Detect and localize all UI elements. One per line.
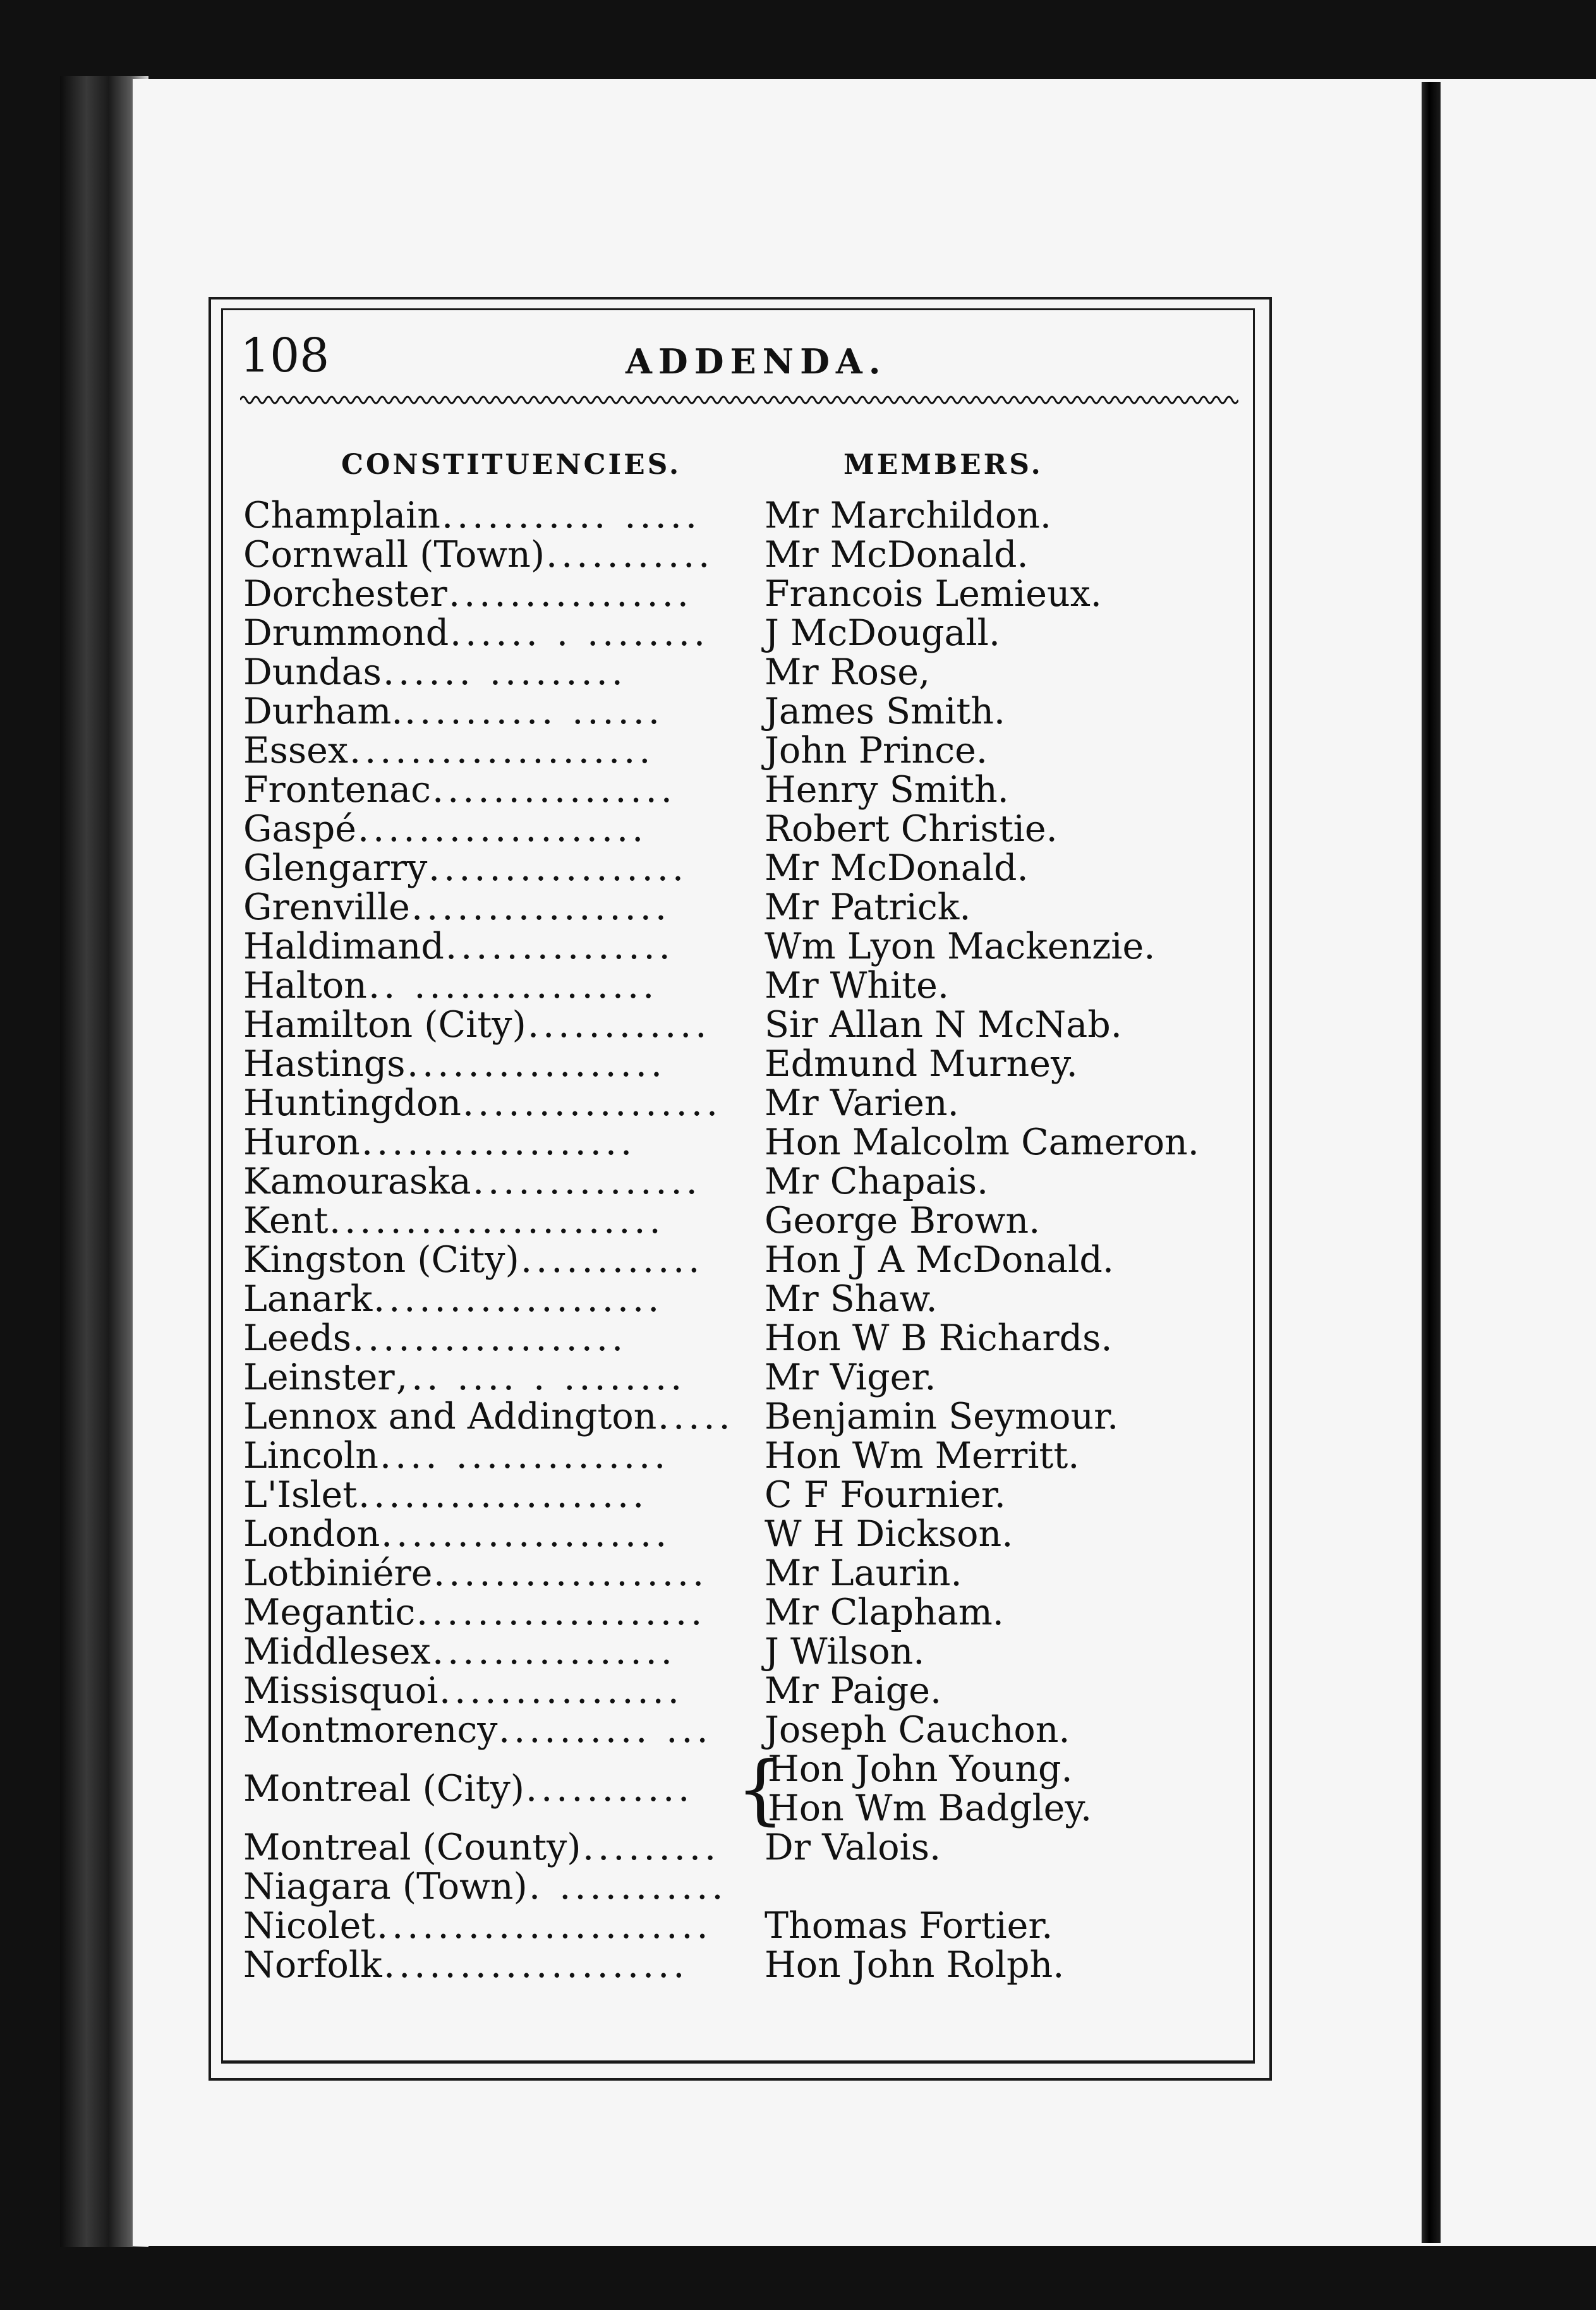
list-item xyxy=(243,927,1254,966)
leader-dots: ............... xyxy=(445,926,674,967)
leader-dots: ...... . ........ xyxy=(450,612,710,654)
member-name: Mr Laurin. xyxy=(765,1552,962,1594)
column-header-constituencies: CONSTITUENCIES. xyxy=(341,449,682,481)
leader-dots: .................. xyxy=(433,1552,708,1594)
leader-dots: ................. xyxy=(462,1082,722,1124)
constituency-name: Lennox and Addington xyxy=(243,1396,657,1437)
constituency-name: Kingston (City) xyxy=(243,1239,519,1281)
page-header xyxy=(240,329,1238,385)
member-name: Mr Varien. xyxy=(765,1082,959,1124)
constituency-name: London xyxy=(243,1513,380,1555)
list-item xyxy=(243,1201,1254,1240)
leader-dots: ................... xyxy=(358,808,648,850)
member-name: Robert Christie. xyxy=(765,808,1058,850)
member-name: Edmund Murney. xyxy=(765,1043,1078,1085)
constituency-name: Missisquoi xyxy=(243,1670,438,1712)
leader-dots: ................. xyxy=(428,847,688,889)
leader-dots: .................... xyxy=(349,730,655,771)
constituency-name: Kamouraska xyxy=(243,1161,471,1202)
leader-dots: ................ xyxy=(439,1670,683,1712)
list-item xyxy=(243,966,1254,1005)
constituency-name: Kent xyxy=(243,1200,329,1242)
list-item xyxy=(243,1867,1254,1906)
list-item xyxy=(243,1945,1254,1985)
list-item xyxy=(243,1436,1254,1475)
constituency-name: Dorchester xyxy=(243,573,447,615)
leader-dots: ................ xyxy=(432,1631,676,1672)
member-name: Mr Marchildon. xyxy=(765,495,1052,536)
list-item xyxy=(243,1044,1254,1084)
constituency-name: Glengarry xyxy=(243,847,428,889)
constituency-name: Huntingdon xyxy=(243,1082,461,1124)
constituency-name: Huron xyxy=(243,1122,360,1163)
list-item xyxy=(243,574,1254,614)
constituency-name: Nicolet xyxy=(243,1905,376,1947)
constituency-name: Essex xyxy=(243,730,348,771)
list-item xyxy=(243,535,1254,574)
member-name: Mr Shaw. xyxy=(765,1278,938,1320)
constituency-name: Montmorency xyxy=(243,1709,498,1751)
constituency-name: Halton xyxy=(243,965,367,1007)
leader-dots: ................... xyxy=(381,1513,671,1555)
curly-brace-icon: { xyxy=(736,1746,785,1834)
leader-dots: ...... ......... xyxy=(383,651,627,693)
list-item xyxy=(243,614,1254,653)
leader-dots: ............ xyxy=(521,1239,704,1281)
leader-dots: ..... xyxy=(658,1396,734,1437)
list-item xyxy=(243,1746,1254,1834)
member-name: Mr Rose, xyxy=(765,651,931,693)
constituency-name: Drummond xyxy=(243,612,449,654)
list-item xyxy=(243,1710,1254,1750)
leader-dots: .................. xyxy=(361,1122,636,1163)
list-item xyxy=(243,1240,1254,1279)
leader-dots: .......... ... xyxy=(499,1709,712,1751)
list-item xyxy=(243,653,1254,692)
list-item xyxy=(243,809,1254,849)
leader-dots: .................... xyxy=(384,1944,689,1986)
list-item xyxy=(243,1162,1254,1201)
member-name: Mr McDonald. xyxy=(765,847,1029,889)
constituency-name: L'Islet xyxy=(243,1474,358,1516)
list-item xyxy=(243,849,1254,888)
constituency-name: Middlesex xyxy=(243,1631,431,1672)
wavy-rule xyxy=(240,390,1238,409)
member-name: W H Dickson. xyxy=(765,1513,1013,1555)
leader-dots: ................ xyxy=(432,769,676,811)
list-item xyxy=(243,1279,1254,1319)
list-item xyxy=(243,1593,1254,1632)
list-item xyxy=(243,1358,1254,1397)
member-name: Hon W B Richards. xyxy=(765,1317,1113,1359)
column-header-members: MEMBERS. xyxy=(843,449,1043,481)
leader-dots: ......... xyxy=(583,1827,720,1868)
member-name: Mr Paige. xyxy=(765,1670,942,1712)
list-item xyxy=(243,1397,1254,1436)
leader-dots: ........... ..... xyxy=(442,495,701,536)
constituency-name: Cornwall (Town) xyxy=(243,534,545,576)
list-item xyxy=(243,1123,1254,1162)
member-name: John Prince. xyxy=(765,730,988,771)
leader-dots: ................. xyxy=(411,886,671,928)
member-name: Henry Smith. xyxy=(765,769,1009,811)
list-item xyxy=(243,888,1254,927)
list-item xyxy=(243,1515,1254,1554)
constituency-name: Grenville xyxy=(243,886,410,928)
constituency-name: Durham. xyxy=(243,691,403,732)
member-name: Hon Wm Merritt. xyxy=(765,1435,1080,1477)
leader-dots: ................... xyxy=(373,1278,663,1320)
constituency-name: Niagara (Town) xyxy=(243,1866,528,1908)
constituency-name: Champlain xyxy=(243,495,440,536)
member-name: Hon John Young. xyxy=(768,1748,1073,1790)
leader-dots: ................... xyxy=(416,1592,706,1633)
constituency-name: Gaspé xyxy=(243,808,356,850)
page-number: 108 xyxy=(240,329,330,383)
leader-dots: . ........... xyxy=(529,1866,727,1908)
leader-dots: .......... ...... xyxy=(404,691,664,732)
member-name: Joseph Cauchon. xyxy=(765,1709,1070,1751)
constituency-name: Montreal (County) xyxy=(243,1827,581,1868)
page-gutter xyxy=(1422,82,1441,2243)
list-item xyxy=(243,1005,1254,1044)
constituency-name: Montreal (City) xyxy=(243,1768,525,1810)
member-name: Mr White. xyxy=(765,965,950,1007)
member-name: Mr Patrick. xyxy=(765,886,971,928)
member-name: Francois Lemieux. xyxy=(765,573,1102,615)
member-name: Wm Lyon Mackenzie. xyxy=(765,926,1156,967)
member-name: Hon Malcolm Cameron. xyxy=(765,1122,1199,1163)
leader-dots: .................. xyxy=(353,1317,627,1359)
member-name: Dr Valois. xyxy=(765,1827,941,1868)
constituency-name: Hamilton (City) xyxy=(243,1004,526,1046)
constituency-name: Dundas xyxy=(243,651,382,693)
member-name: James Smith. xyxy=(765,691,1006,732)
member-name: Mr Clapham. xyxy=(765,1592,1004,1633)
leader-dots: ................ xyxy=(449,573,692,615)
constituency-name: Norfolk xyxy=(243,1944,382,1986)
list-item xyxy=(243,1554,1254,1593)
list-item xyxy=(243,1906,1254,1945)
constituency-name: Hastings xyxy=(243,1043,406,1085)
page-heading: ADDENDA. xyxy=(626,341,887,382)
list-item xyxy=(243,692,1254,731)
leader-dots: ,.. .... . ........ xyxy=(396,1357,686,1398)
constituency-name: Lincoln xyxy=(243,1435,378,1477)
leader-dots: ...................... xyxy=(377,1905,712,1947)
member-name: Sir Allan N McNab. xyxy=(765,1004,1122,1046)
list-item xyxy=(243,1828,1254,1867)
leader-dots: ...................... xyxy=(329,1200,665,1242)
list-item xyxy=(243,496,1254,535)
constituency-name: Frontenac xyxy=(243,769,432,811)
member-name: J Wilson. xyxy=(765,1631,925,1672)
leader-dots: ............... xyxy=(473,1161,701,1202)
leader-dots: .... .............. xyxy=(380,1435,670,1477)
list-item xyxy=(243,1084,1254,1123)
list-item xyxy=(243,731,1254,770)
list-item xyxy=(243,770,1254,809)
constituency-name: Megantic xyxy=(243,1592,416,1633)
constituency-list xyxy=(243,496,1254,1985)
member-name: J McDougall. xyxy=(765,612,1001,654)
list-item xyxy=(243,1475,1254,1515)
member-name: Mr McDonald. xyxy=(765,534,1029,576)
leader-dots: ................... xyxy=(358,1474,648,1516)
member-name: Hon Wm Badgley. xyxy=(768,1787,1092,1829)
member-name: Benjamin Seymour. xyxy=(765,1396,1119,1437)
leader-dots: .. ................ xyxy=(368,965,658,1007)
member-name: Hon John Rolph. xyxy=(765,1944,1065,1986)
member-name: C F Fournier. xyxy=(765,1474,1006,1516)
member-name: Thomas Fortier. xyxy=(765,1905,1053,1947)
leader-dots: ........... xyxy=(546,534,714,576)
member-name: George Brown. xyxy=(765,1200,1041,1242)
leader-dots: ............ xyxy=(528,1004,711,1046)
list-item xyxy=(243,1319,1254,1358)
list-item xyxy=(243,1671,1254,1710)
leader-dots: ................. xyxy=(407,1043,667,1085)
member-name: Mr Viger. xyxy=(765,1357,936,1398)
leader-dots: ........... xyxy=(526,1768,694,1810)
constituency-name: Lanark xyxy=(243,1278,373,1320)
list-item xyxy=(243,1632,1254,1671)
member-name: Mr Chapais. xyxy=(765,1161,989,1202)
constituency-name: Haldimand xyxy=(243,926,444,967)
constituency-name: Leeds xyxy=(243,1317,352,1359)
constituency-name: Lotbiniére xyxy=(243,1552,433,1594)
constituency-name: Leinster xyxy=(243,1357,395,1398)
member-name: Hon J A McDonald. xyxy=(765,1239,1114,1281)
